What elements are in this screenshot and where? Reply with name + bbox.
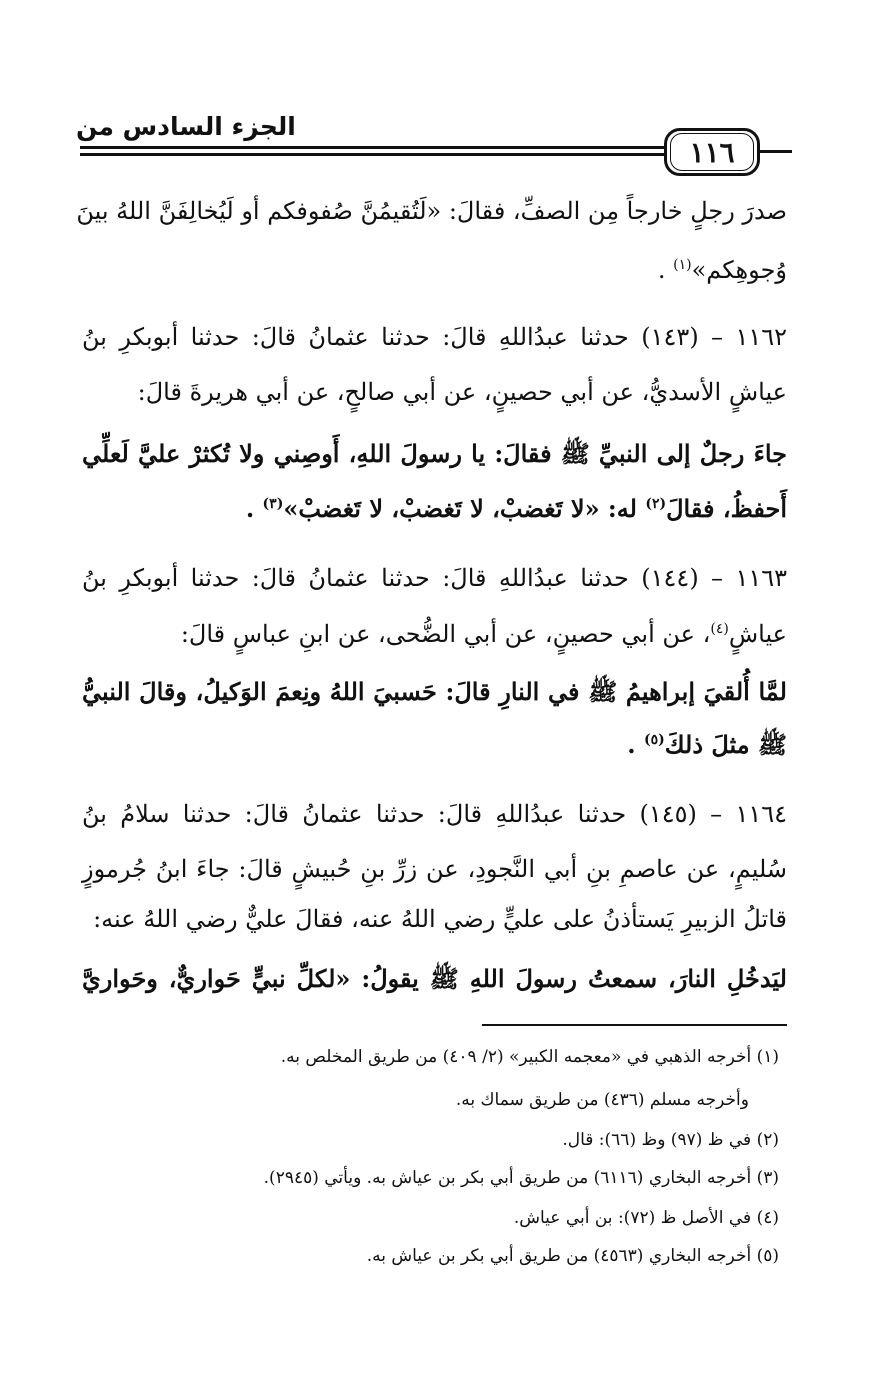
running-title: الجزء السادس من [76,112,296,141]
text-line: صدرَ رجلٍ خارجاً مِن الصفِّ، فقالَ: «لَتُقيمُنَّ صُفوفكم أو لَيُخالِفَنَّ اللهُ بينَ [76,197,787,225]
header-rule-bottom [80,153,664,156]
page-number-frame [670,133,754,171]
text-line: عياشٍ الأسديُّ، عن أبي حصينٍ، عن أبي صالحٍ، عن أبي هريرةَ قالَ: [137,378,787,406]
header-rule-top [80,146,664,149]
text-run: عياشٍ [728,620,787,648]
text-line [82,253,787,287]
text-run: وُجوهِكم» [691,256,787,284]
footnote: (٥) أخرجه البخاري (٤٥٦٣) من طريق أبي بكر بن عياش به. [366,1246,779,1266]
hadith-text-line: جاءَ رجلٌ إلى النبيِّ ﷺ فقالَ: يا رسولَ اللهِ، أَوصِني ولا تُكثرْ عليَّ لَعلِّي [82,439,788,468]
footnote-separator [482,1024,787,1026]
text-run: ، عن أبي حصينٍ، عن أبي الضُّحى، عن ابنِ عباسٍ قالَ: [180,620,711,648]
footnote: (٣) أخرجه البخاري (٦١١٦) من طريق أبي بكر بن عياش به. ويأتي (٢٩٤٥). [263,1168,779,1188]
footnote-ref: (٢) [645,496,667,512]
hadith-text-line [82,492,787,526]
footnote-ref: (١) [673,257,692,273]
text-run: . [245,494,255,523]
text-line: ١١٦٢ – (١٤٣) حدثنا عبدُاللهِ قالَ: حدثنا عثمانُ قالَ: حدثنا أبوبكرِ بنُ [82,323,788,351]
footnote: (٤) في الأصل ظ (٧٢): بن أبي عياش. [513,1208,779,1228]
hadith-text-line: ليَدخُلِ النارَ، سمعتُ رسولَ اللهِ ﷺ يقولُ: «لكلِّ نبيٍّ حَواريٌّ، وحَواريَّ [82,964,787,993]
text-line: سُليمٍ، عن عاصمِ بنِ أبي النَّجودِ، عن زرِّ بنِ حُبيشٍ قالَ: جاءَ ابنُ جُرموزٍ [82,855,787,883]
footnote: (١) أخرجه الذهبي في «معجمه الكبير» (٢/ ٤٠٩) من طريق المخلص به. [280,1047,779,1067]
page-number: ١١٦ [664,128,760,176]
header-rule-right [760,150,792,153]
footnote-ref: (٤) [710,621,729,637]
text-run: له: «لا تَغضبْ، لا تَغضبْ، لا تَغضبْ» [283,494,646,523]
text-line: ١١٦٤ – (١٤٥) حدثنا عبدُاللهِ قالَ: حدثنا عثمانُ قالَ: حدثنا سلامُ بنُ [82,800,787,828]
text-line: ١١٦٣ – (١٤٤) حدثنا عبدُاللهِ قالَ: حدثنا عثمانُ قالَ: حدثنا أبوبكرِ بنُ [82,564,788,592]
text-run: . [627,730,636,759]
hadith-text-line: لمَّا أُلقيَ إبراهيمُ ﷺ في النارِ قالَ: حَسبيَ اللهُ ونِعمَ الوَكيلُ، وقالَ النبيُّ [82,677,787,706]
hadith-text-line [82,728,787,762]
text-line: قاتلُ الزبيرِ يَستأذنُ على عليٍّ رضي اللهُ عنه، فقالَ عليٌّ رضي اللهُ عنه: [93,905,787,933]
text-line [82,617,787,651]
footnote-ref: (٣) [262,496,284,512]
footnote-ref: (٥) [644,732,665,748]
text-run: . [657,256,666,284]
footnote-continuation: وأخرجه مسلم (٤٣٦) من طريق سماك به. [455,1090,749,1110]
text-run: أَحفظُ، فقالَ [666,494,787,523]
text-run: ﷺ مثلَ ذلكَ [664,730,787,759]
footnote: (٢) في ظ (٩٧) وظ (٦٦): قال. [562,1130,779,1150]
